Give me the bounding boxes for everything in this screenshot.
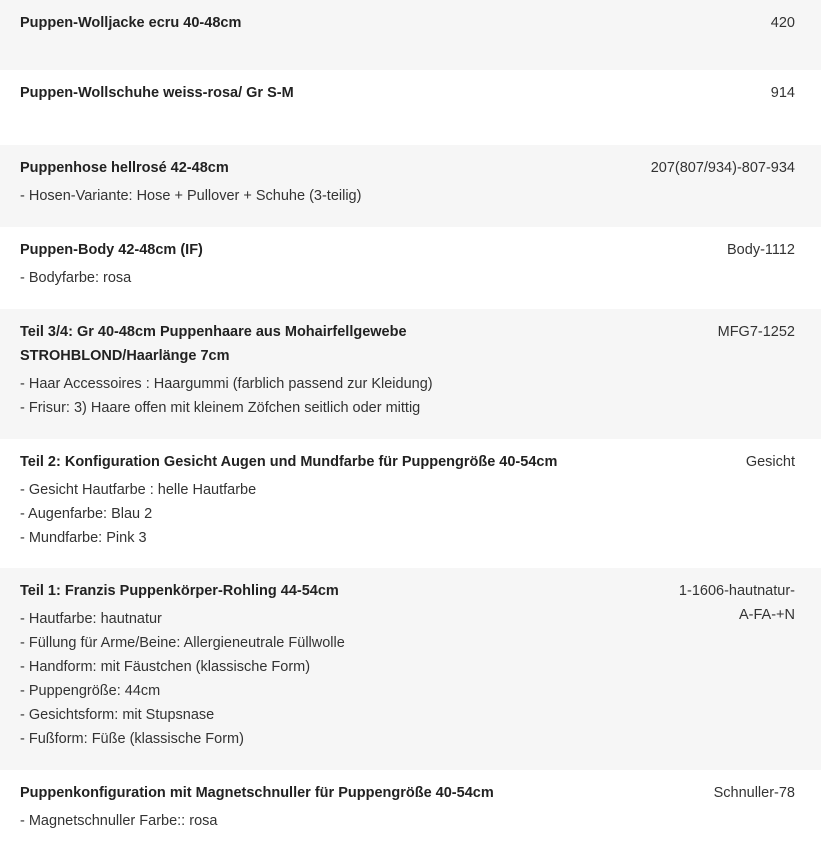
list-item [0,439,821,568]
list-item [0,309,821,439]
item-option: - Magnetschnuller Farbe:: rosa [20,813,218,829]
item-option: - Puppengröße: 44cm [20,683,161,699]
list-item [0,0,821,70]
item-option: - Haar Accessoires : Haargummi (farblich passend zur Kleidung) [20,376,433,392]
list-item [0,770,821,854]
item-option: - Gesichtsform: mit Stupsnase [20,707,215,723]
item-option: - Gesicht Hautfarbe : helle Hautfarbe [20,482,257,498]
item-title: Teil 3/4: Gr 40-48cm Puppenhaare aus Mohairfellgewebe STROHBLOND/Haarlänge 7cm [20,324,407,364]
item-options [20,809,694,833]
item-option: - Bodyfarbe: rosa [20,270,132,286]
item-title: Puppenkonfiguration mit Magnetschnuller für Puppengröße 40-54cm [20,785,494,801]
item-option: - Hautfarbe: hautnatur [20,611,162,627]
item-title: Puppenhose hellrosé 42-48cm [20,160,229,176]
item-sku: 420 [770,15,795,31]
list-item [0,145,821,227]
list-item [0,227,821,309]
item-options [20,266,707,290]
item-option: - Handform: mit Fäustchen (klassische Form) [20,659,311,675]
item-option: - Augenfarbe: Blau 2 [20,506,153,522]
item-sku: Schnuller-78 [713,785,795,801]
item-title: Puppen-Wolljacke ecru 40-48cm [20,15,242,31]
item-sku: 914 [770,85,795,101]
item-options [20,184,631,208]
item-option: - Füllung für Arme/Beine: Allergieneutrale Füllwolle [20,635,345,651]
item-option: - Frisur: 3) Haare offen mit kleinem Zöfchen seitlich oder mittig [20,400,421,416]
item-title: Puppen-Body 42-48cm (IF) [20,242,203,258]
list-item [0,568,821,770]
item-sku: Body-1112 [727,242,795,258]
list-item [0,70,821,145]
item-title: Teil 1: Franzis Puppenkörper-Rohling 44-54cm [20,583,339,599]
item-options [20,372,698,420]
item-option: - Mundfarbe: Pink 3 [20,530,147,546]
item-sku: MFG7-1252 [717,324,795,340]
item-option: - Fußform: Füße (klassische Form) [20,731,244,747]
item-options [20,478,726,550]
item-sku: 1-1606-hautnatur-A-FA-+N [678,583,795,623]
item-option: - Hosen-Variante: Hose + Pullover + Schuhe (3-teilig) [20,188,362,204]
item-sku: Gesicht [745,454,795,470]
item-options [20,607,647,751]
item-title: Teil 2: Konfiguration Gesicht Augen und Mundfarbe für Puppengröße 40-54cm [20,454,558,470]
item-sku: 207(807/934)-807-934 [650,160,795,176]
item-title: Puppen-Wollschuhe weiss-rosa/ Gr S-M [20,85,294,101]
